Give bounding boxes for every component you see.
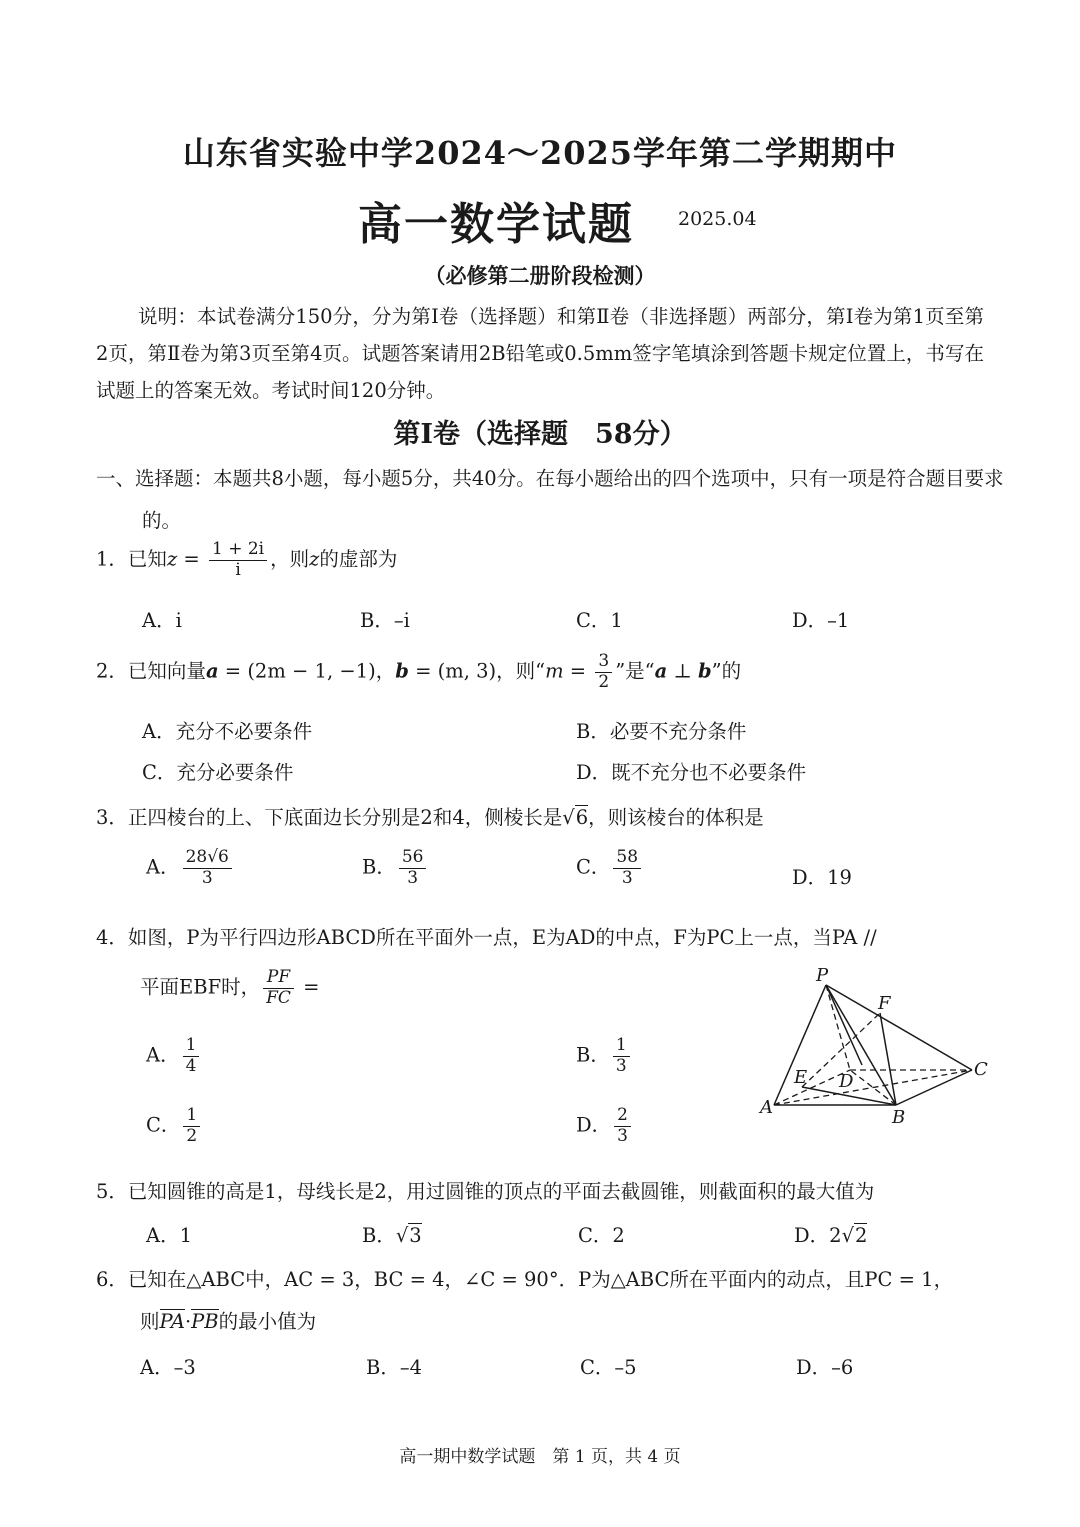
q4-option-d xyxy=(576,1106,634,1146)
instructions: 说明：本试卷满分150分，分为第Ⅰ卷（选择题）和第Ⅱ卷（非选择题）两部分，第Ⅰ卷为第1页至第2页，第Ⅱ卷为第3页至第4页。试题答案请用2B铅笔或0.5mm签字笔填涂到答题卡规定位置上，书写在试题上的答案无效。考试时间120分钟。 xyxy=(96,305,984,402)
q6-vector-pb: PB xyxy=(191,1310,219,1333)
q4-line2-pre: 平面EBF时， xyxy=(140,975,261,999)
question-6-line2 xyxy=(140,1306,316,1334)
question-2 xyxy=(96,652,741,692)
question-4-line1 xyxy=(96,922,877,950)
label-d: D xyxy=(839,1071,854,1092)
q4-c-letter: C． xyxy=(146,1113,181,1137)
q2-frac-num: 3 xyxy=(595,652,612,673)
q1-tail: 的虚部为 xyxy=(319,547,398,571)
q2-option-c: C．充分必要条件 xyxy=(142,761,294,784)
q3-b-letter: B． xyxy=(362,855,396,879)
q1-eq: = xyxy=(177,547,206,571)
edge-pc xyxy=(826,985,972,1070)
q4-b-letter: B． xyxy=(576,1043,610,1067)
q4-eq: = xyxy=(296,975,320,999)
q4-b-den: 3 xyxy=(615,1055,627,1076)
q3-b-den: 3 xyxy=(407,867,419,888)
q4-d-letter: D． xyxy=(576,1113,612,1137)
q6-line1: 已知在△ABC中，AC = 3，BC = 4，∠C = 90°．P为△ABC所在平面内的动点，且PC = 1， xyxy=(127,1268,954,1291)
q3-a-fraction xyxy=(183,848,232,888)
q5-b-radicand: 3 xyxy=(409,1224,422,1247)
q4-option-c xyxy=(146,1106,203,1146)
q1-post: ，则 xyxy=(270,547,310,571)
q5-option-a: A．1 xyxy=(146,1224,192,1247)
q2-option-a: A．充分不必要条件 xyxy=(142,720,313,743)
q5-d-letter: D． xyxy=(794,1224,830,1247)
q2-perp: ⊥ xyxy=(667,659,699,683)
q4-pyramid-figure xyxy=(752,965,1002,1130)
label-b: B xyxy=(892,1107,906,1128)
q4-frac-den: FC xyxy=(266,987,291,1008)
q3-a-den: 3 xyxy=(201,867,213,888)
q3-a-letter: A． xyxy=(146,855,180,879)
q3-c-letter: C． xyxy=(576,855,611,879)
q2-vec-b: b xyxy=(395,659,409,683)
q5-option-c: C．2 xyxy=(578,1224,625,1247)
q5-b-sqrt-sign: √ xyxy=(395,1224,409,1247)
q3-option-c xyxy=(576,848,644,888)
q1-var-z2: z xyxy=(309,547,320,571)
label-c: C xyxy=(974,1059,988,1080)
q1-pre: 已知 xyxy=(127,547,167,571)
q2-b-value: = (m, 3) xyxy=(408,659,497,683)
q4-option-a xyxy=(146,1036,202,1076)
q6-line2-pre: 则 xyxy=(140,1310,160,1333)
q5-d-coef: 2 xyxy=(829,1224,842,1247)
q2-var-m: m xyxy=(545,659,564,683)
q4-a-num: 1 xyxy=(183,1036,200,1057)
q1-var-z: z xyxy=(166,547,178,571)
q4-number: 4． xyxy=(96,926,128,949)
question-5 xyxy=(96,1176,874,1204)
q5-option-b xyxy=(362,1220,422,1248)
q2-vec-a: a xyxy=(205,659,219,683)
q2-tail: ”的 xyxy=(711,659,742,683)
exam-date: 2025.04 xyxy=(678,208,757,230)
q4-d-den: 3 xyxy=(617,1125,628,1146)
q4-line1: 如图，P为平行四边形ABCD所在平面外一点，E为AD的中点，F为PC上一点，当PA // xyxy=(127,926,877,949)
q1-option-a: A．i xyxy=(142,609,182,632)
q4-option-b xyxy=(576,1036,633,1076)
exam-subtitle: （必修第二册阶段检测） xyxy=(424,263,656,288)
q5-option-d xyxy=(794,1220,867,1248)
q4-c-den: 2 xyxy=(186,1125,198,1146)
q2-vec-a2: a xyxy=(654,659,668,683)
q1-frac-den: i xyxy=(235,559,241,580)
q3-option-a xyxy=(146,848,235,888)
q4-a-letter: A． xyxy=(146,1043,180,1067)
q5-number: 5． xyxy=(96,1180,128,1203)
q3-radicand: 6 xyxy=(575,806,589,829)
q2-pre: 已知向量 xyxy=(127,659,206,683)
q4-b-num: 1 xyxy=(613,1036,630,1057)
q2-eq: = xyxy=(563,659,593,683)
label-a: A xyxy=(760,1097,773,1118)
q3-b-num: 56 xyxy=(399,848,427,869)
segment-pb-inner xyxy=(826,985,862,1065)
q4-d-fraction xyxy=(614,1106,631,1146)
edge-pd xyxy=(826,985,850,1070)
question-4-line2 xyxy=(140,968,319,1008)
q4-a-fraction xyxy=(183,1036,200,1076)
label-p: P xyxy=(816,965,829,986)
q4-c-num: 1 xyxy=(183,1106,200,1127)
q3-b-fraction xyxy=(399,848,427,888)
label-f: F xyxy=(878,993,891,1014)
q1-option-b: B．–i xyxy=(360,609,410,632)
q3-text: 正四棱台的上、下底面边长分别是2和4，侧棱长是 xyxy=(127,806,563,829)
label-e: E xyxy=(794,1067,808,1088)
q3-number: 3． xyxy=(96,806,128,829)
q1-frac-num: 1 + 2i xyxy=(209,540,267,561)
q3-c-den: 3 xyxy=(621,867,633,888)
q6-option-b: B．–4 xyxy=(366,1356,422,1379)
q6-option-d: D．–6 xyxy=(796,1356,854,1379)
q4-fraction xyxy=(263,968,294,1008)
q5-d-sqrt-sign: √ xyxy=(841,1224,854,1247)
q5-text: 已知圆锥的高是1，母线长是2，用过圆锥的顶点的平面去截圆锥，则截面积的最大值为 xyxy=(127,1180,875,1203)
q3-tail: ，则该棱台的体积是 xyxy=(588,806,764,829)
q6-option-a: A．–3 xyxy=(140,1356,196,1379)
q2-a-value: = (2m − 1, −1) xyxy=(218,659,376,683)
q2-option-b: B．必要不充分条件 xyxy=(576,720,747,743)
q2-vec-b2: b xyxy=(698,659,712,683)
q6-vector-pa: PA xyxy=(159,1310,185,1333)
section1-heading: 一、选择题：本题共8小题，每小题5分，共40分。在每小题给出的四个选项中，只有一项是符合题目要求的。 xyxy=(96,467,1004,532)
q1-fraction xyxy=(209,540,267,580)
question-1 xyxy=(96,540,397,580)
page-footer: 高一期中数学试题 第 1 页，共 4 页 xyxy=(399,1447,681,1467)
edge-bc xyxy=(896,1070,972,1105)
q3-a-num: 28√6 xyxy=(183,848,232,869)
q4-a-den: 4 xyxy=(185,1055,197,1076)
q4-b-fraction xyxy=(613,1036,630,1076)
q5-b-letter: B． xyxy=(362,1224,396,1247)
q1-option-d: D．–1 xyxy=(792,609,850,632)
q2-mid2: ”是“ xyxy=(615,659,655,683)
question-6-line1 xyxy=(96,1264,953,1292)
q3-c-fraction xyxy=(613,848,641,888)
q2-sep: ， xyxy=(375,659,396,683)
q3-c-num: 58 xyxy=(613,848,641,869)
exam-title: 高一数学试题 xyxy=(358,199,634,250)
q2-fraction xyxy=(595,652,612,692)
q3-option-b xyxy=(362,848,429,888)
q6-line2-tail: 的最小值为 xyxy=(218,1310,317,1333)
q1-number: 1． xyxy=(96,547,128,571)
part1-title: 第Ⅰ卷（选择题 58分） xyxy=(393,419,687,450)
q2-frac-den: 2 xyxy=(598,671,610,692)
question-3 xyxy=(96,802,764,830)
q2-mid: ，则“ xyxy=(496,659,546,683)
q2-number: 2． xyxy=(96,659,128,683)
q6-dot: · xyxy=(184,1310,192,1333)
q3-sqrt-sign: √ xyxy=(562,806,575,829)
q6-number: 6． xyxy=(96,1268,128,1291)
q4-frac-num: PF xyxy=(263,968,294,989)
q3-option-d: D．19 xyxy=(792,866,852,889)
q4-c-fraction xyxy=(183,1106,200,1146)
q5-d-radicand: 2 xyxy=(855,1224,868,1247)
q6-option-c: C．–5 xyxy=(580,1356,637,1379)
school-title: 山东省实验中学2024～2025学年第二学期期中 xyxy=(182,134,898,172)
q4-d-num: 2 xyxy=(614,1106,631,1127)
q2-option-d: D．既不充分也不必要条件 xyxy=(576,761,807,784)
q1-option-c: C．1 xyxy=(576,609,623,632)
